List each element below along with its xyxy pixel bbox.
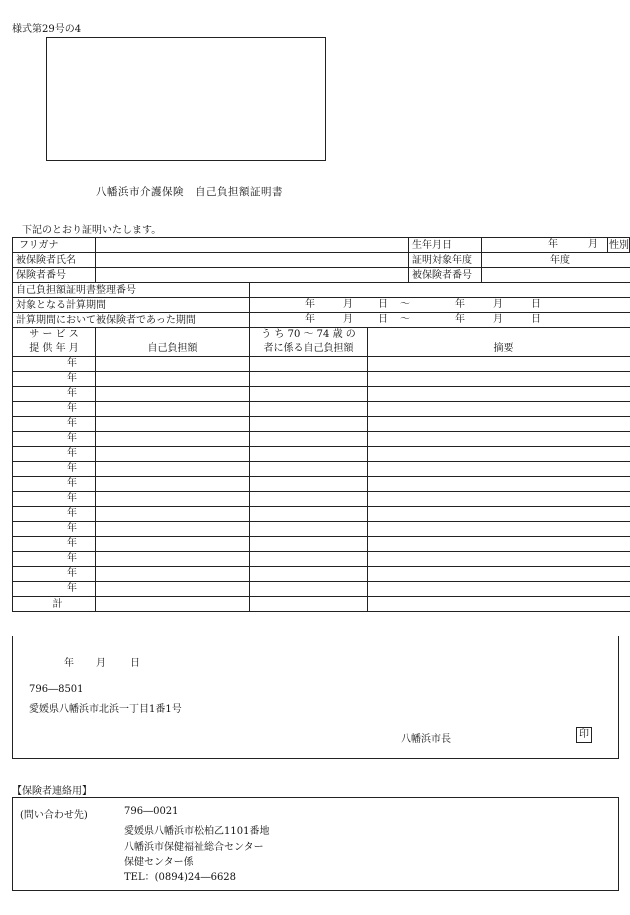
- month-year-label: 年: [67, 493, 77, 504]
- self-burden-cell[interactable]: [96, 447, 250, 462]
- month-row: [13, 507, 630, 522]
- self-burden-cell[interactable]: [96, 522, 250, 537]
- form-number: 様式第29号の4: [12, 24, 82, 35]
- cert-ref-number-value[interactable]: [250, 283, 630, 298]
- ins-tilde: ～: [400, 314, 410, 325]
- service-month-cell[interactable]: [13, 582, 96, 597]
- month-year-label: 年: [67, 448, 77, 459]
- self-burden-cell[interactable]: [96, 462, 250, 477]
- remarks-header: [368, 328, 630, 357]
- contact-label: (問い合わせ先): [20, 810, 88, 821]
- issuer-address: 愛媛県八幡浜市北浜一丁目1番1号: [29, 704, 182, 715]
- month-year-label: 年: [67, 478, 77, 489]
- age70-cell[interactable]: [250, 387, 368, 402]
- total-text: 計: [52, 598, 63, 610]
- month-year-label: 年: [67, 358, 77, 369]
- ins-start-day: 日: [378, 314, 388, 325]
- month-row: [13, 402, 630, 417]
- service-month-header-line2: 提 供 年 月: [29, 343, 79, 354]
- service-month-cell[interactable]: [13, 447, 96, 462]
- period-start-day: 日: [378, 299, 388, 310]
- remarks-cell[interactable]: [368, 372, 630, 387]
- mayor-title: 八幡浜市長: [401, 734, 451, 745]
- self-burden-cell[interactable]: [96, 567, 250, 582]
- month-year-label: 年: [67, 403, 77, 414]
- month-row: [13, 522, 630, 537]
- furigana-label: フリガナ: [13, 238, 96, 253]
- period-end-day: 日: [531, 299, 541, 310]
- period-start-year: 年: [305, 299, 315, 310]
- service-month-cell[interactable]: [13, 477, 96, 492]
- issue-month: 月: [96, 658, 106, 669]
- self-burden-cell[interactable]: [96, 432, 250, 447]
- self-burden-cell[interactable]: [96, 507, 250, 522]
- contact-section: 保健センター係: [124, 857, 194, 868]
- month-row: [13, 567, 630, 582]
- self-burden-cell[interactable]: [96, 537, 250, 552]
- month-year-label: 年: [67, 508, 77, 519]
- service-month-cell[interactable]: [13, 402, 96, 417]
- birth-date-label: 生年月日: [409, 238, 482, 253]
- self-burden-cell[interactable]: [96, 552, 250, 567]
- month-year-label: 年: [67, 463, 77, 474]
- cert-ref-number-label: 自己負担額証明書整理番号: [13, 283, 250, 298]
- ins-start-year: 年: [305, 314, 315, 325]
- service-month-cell[interactable]: [13, 522, 96, 537]
- calc-period-value[interactable]: [250, 298, 630, 313]
- insurer-number-label: 保険者番号: [13, 268, 96, 283]
- age70-cell[interactable]: [250, 492, 368, 507]
- remarks-cell[interactable]: [368, 417, 630, 432]
- month-year-label: 年: [67, 523, 77, 534]
- self-burden-cell[interactable]: [96, 417, 250, 432]
- month-row: [13, 477, 630, 492]
- remarks-cell[interactable]: [368, 537, 630, 552]
- age70-cell[interactable]: [250, 507, 368, 522]
- service-month-cell[interactable]: [13, 492, 96, 507]
- contact-heading: 【保険者連絡用】: [12, 786, 92, 797]
- ins-end-day: 日: [531, 314, 541, 325]
- month-year-label: 年: [67, 388, 77, 399]
- age70-cell[interactable]: [250, 432, 368, 447]
- self-burden-cell[interactable]: [96, 357, 250, 372]
- birth-year-label: 年: [548, 239, 559, 250]
- self-burden-cell[interactable]: [96, 477, 250, 492]
- self-burden-header: [96, 328, 250, 357]
- period-end-year: 年: [455, 299, 465, 310]
- remarks-cell[interactable]: [368, 507, 630, 522]
- nendo-label: 年度: [550, 254, 571, 266]
- service-month-cell[interactable]: [13, 372, 96, 387]
- self-burden-cell[interactable]: [96, 582, 250, 597]
- month-year-label: 年: [67, 373, 77, 384]
- month-row: [13, 552, 630, 567]
- total-label: [13, 597, 96, 612]
- remarks-cell[interactable]: [368, 567, 630, 582]
- month-row: [13, 492, 630, 507]
- service-month-cell[interactable]: [13, 537, 96, 552]
- remarks-cell[interactable]: [368, 402, 630, 417]
- age70-cell[interactable]: [250, 477, 368, 492]
- remarks-cell[interactable]: [368, 552, 630, 567]
- birth-date-value[interactable]: [482, 238, 608, 253]
- issuer-postal-code: 796―8501: [29, 684, 84, 695]
- service-month-cell[interactable]: [13, 387, 96, 402]
- service-month-cell[interactable]: [13, 507, 96, 522]
- total-age70[interactable]: [250, 597, 368, 612]
- month-row: [13, 537, 630, 552]
- birth-month-label: 月: [588, 239, 599, 250]
- insured-number-value[interactable]: [482, 268, 630, 283]
- month-row: [13, 417, 630, 432]
- month-year-label: 年: [67, 418, 77, 429]
- seal-icon: 印: [576, 727, 592, 743]
- month-year-label: 年: [67, 433, 77, 444]
- age70-cell[interactable]: [250, 417, 368, 432]
- remarks-cell[interactable]: [368, 432, 630, 447]
- age70-cell[interactable]: [250, 582, 368, 597]
- intro-text: 下記のとおり証明いたします。: [22, 225, 162, 236]
- contact-address: 愛媛県八幡浜市松柏乙1101番地: [124, 826, 270, 837]
- insured-period-label: 計算期間において被保険者であった期間: [13, 313, 250, 328]
- age70-cell[interactable]: [250, 567, 368, 582]
- period-start-month: 月: [343, 299, 353, 310]
- month-row: [13, 432, 630, 447]
- address-window: [46, 37, 326, 161]
- service-month-header-line1: サ ー ビ ス: [29, 329, 79, 340]
- service-month-cell[interactable]: [13, 567, 96, 582]
- period-end-month: 月: [493, 299, 503, 310]
- ins-start-month: 月: [343, 314, 353, 325]
- self-burden-cell[interactable]: [96, 402, 250, 417]
- gender-label: 性別: [609, 239, 630, 251]
- self-burden-header-text: 自己負担額: [147, 343, 198, 354]
- remarks-cell[interactable]: [368, 477, 630, 492]
- contact-phone: TEL：(0894)24―6628: [124, 872, 237, 883]
- insured-number-label: 被保険者番号: [409, 268, 482, 283]
- ins-end-year: 年: [455, 314, 465, 325]
- age70-cell[interactable]: [250, 522, 368, 537]
- ins-end-month: 月: [493, 314, 503, 325]
- contact-postal: 796―0021: [124, 806, 179, 817]
- service-month-cell[interactable]: [13, 552, 96, 567]
- remarks-cell[interactable]: [368, 522, 630, 537]
- self-burden-cell[interactable]: [96, 492, 250, 507]
- age70-cell[interactable]: [250, 552, 368, 567]
- remarks-cell[interactable]: [368, 447, 630, 462]
- month-row: [13, 387, 630, 402]
- age70-cell[interactable]: [250, 462, 368, 477]
- age70-header-line1: う ち 70 ～ 74 歳 の: [261, 329, 356, 340]
- age70-cell[interactable]: [250, 402, 368, 417]
- document-title: 八幡浜市介護保険 自己負担額証明書: [96, 186, 283, 198]
- contact-box: [12, 797, 619, 891]
- month-year-label: 年: [67, 538, 77, 549]
- age70-cell[interactable]: [250, 447, 368, 462]
- issue-date: [64, 654, 140, 669]
- month-row: [13, 357, 630, 372]
- month-year-label: 年: [67, 553, 77, 564]
- insured-period-value[interactable]: [250, 313, 630, 328]
- remarks-cell[interactable]: [368, 492, 630, 507]
- month-year-label: 年: [67, 583, 77, 594]
- service-month-cell[interactable]: [13, 462, 96, 477]
- cert-year-value[interactable]: [482, 253, 630, 268]
- month-year-label: 年: [67, 568, 77, 579]
- furigana-value[interactable]: [96, 238, 409, 253]
- self-burden-cell[interactable]: [96, 387, 250, 402]
- month-row: [13, 462, 630, 477]
- insured-name-label: 被保険者氏名: [13, 253, 96, 268]
- age70-cell[interactable]: [250, 537, 368, 552]
- total-remarks[interactable]: [368, 597, 630, 612]
- month-row: [13, 372, 630, 387]
- service-month-cell[interactable]: [13, 417, 96, 432]
- service-month-cell[interactable]: [13, 357, 96, 372]
- issue-year: 年: [64, 658, 74, 669]
- age70-cell[interactable]: [250, 357, 368, 372]
- service-month-cell[interactable]: [13, 432, 96, 447]
- insured-name-value[interactable]: [96, 253, 409, 268]
- calc-period-label: 対象となる計算期間: [13, 298, 250, 313]
- contact-facility: 八幡浜市保健福祉総合センター: [124, 842, 264, 853]
- age70-header: [250, 328, 368, 357]
- certificate-table: [12, 237, 630, 612]
- issue-day: 日: [130, 658, 140, 669]
- period-tilde: ～: [400, 299, 410, 310]
- insurer-number-value[interactable]: [96, 268, 409, 283]
- remarks-header-text: 摘要: [493, 343, 514, 354]
- service-month-header: [13, 328, 96, 357]
- remarks-cell[interactable]: [368, 387, 630, 402]
- self-burden-cell[interactable]: [96, 372, 250, 387]
- total-self-burden[interactable]: [96, 597, 250, 612]
- age70-header-line2: 者に係る自己負担額: [263, 343, 354, 354]
- month-row: [13, 582, 630, 597]
- remarks-cell[interactable]: [368, 357, 630, 372]
- month-row: [13, 447, 630, 462]
- age70-cell[interactable]: [250, 372, 368, 387]
- remarks-cell[interactable]: [368, 462, 630, 477]
- remarks-cell[interactable]: [368, 582, 630, 597]
- cert-year-label: 証明対象年度: [409, 253, 482, 268]
